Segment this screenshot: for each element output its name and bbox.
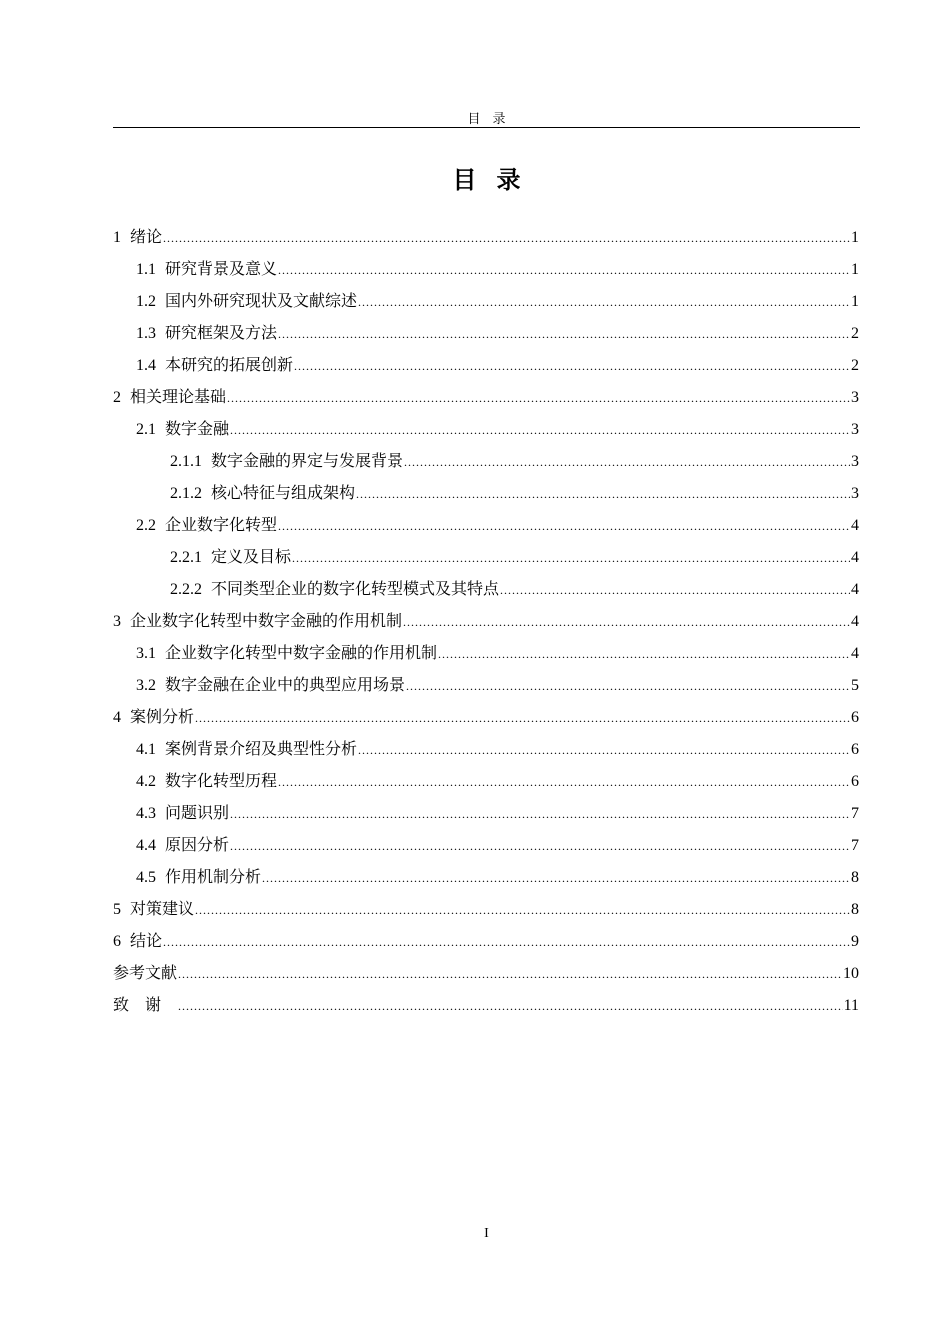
toc-entry-page: 1 <box>851 293 859 310</box>
toc-entry-title: 绪论 <box>130 229 163 246</box>
toc-entry[interactable] <box>113 382 859 414</box>
toc-entry[interactable] <box>113 670 859 702</box>
toc-leader-dots <box>406 670 850 702</box>
toc-entry[interactable] <box>113 286 859 318</box>
toc-entry-number: 1.3 <box>136 325 156 342</box>
toc-entry-page: 8 <box>851 869 859 886</box>
toc-entry[interactable] <box>113 798 859 830</box>
toc-entry-number: 5 <box>113 901 121 918</box>
toc-entry-page: 2 <box>851 357 859 374</box>
toc-entry-title: 企业数字化转型 <box>165 517 278 534</box>
toc-entry-page: 4 <box>851 613 859 630</box>
toc-entry-title: 国内外研究现状及文献综述 <box>165 293 358 310</box>
toc-entry-page: 11 <box>843 997 859 1014</box>
toc-entry-number: 2.2 <box>136 517 156 534</box>
toc-entry-page: 1 <box>851 261 859 278</box>
toc-entry[interactable] <box>113 414 859 446</box>
toc-entry-number: 2.1.1 <box>170 453 202 470</box>
toc-entry[interactable] <box>113 830 859 862</box>
toc-entry-title: 对策建议 <box>130 901 195 918</box>
toc-entry-title: 原因分析 <box>165 837 230 854</box>
toc-entry-page: 6 <box>851 709 859 726</box>
toc-leader-dots <box>294 350 850 382</box>
toc-leader-dots <box>278 318 850 350</box>
toc-entry-title: 案例背景介绍及典型性分析 <box>165 741 358 758</box>
toc-entry-page: 6 <box>851 741 859 758</box>
toc-entry-number: 1 <box>113 229 121 246</box>
toc-leader-dots <box>195 894 850 926</box>
toc-entry-number: 4.3 <box>136 805 156 822</box>
toc-entry[interactable] <box>113 510 859 542</box>
toc-leader-dots <box>356 478 850 510</box>
toc-leader-dots <box>500 574 850 606</box>
toc-entry-title: 数字金融在企业中的典型应用场景 <box>165 677 406 694</box>
toc-entry-title: 案例分析 <box>130 709 195 726</box>
toc-entry-page: 1 <box>851 229 859 246</box>
toc-entry[interactable] <box>113 862 859 894</box>
toc-entry-number: 2 <box>113 389 121 406</box>
toc-entry-title: 研究背景及意义 <box>165 261 278 278</box>
toc-entry-title: 作用机制分析 <box>165 869 262 886</box>
toc-entry-number: 4.4 <box>136 837 156 854</box>
toc-entry-number: 2.2.2 <box>170 581 202 598</box>
toc-entry-number: 3 <box>113 613 121 630</box>
toc-entry-title: 数字金融 <box>165 421 230 438</box>
toc-entry-number: 1.4 <box>136 357 156 374</box>
toc-entry-title: 本研究的拓展创新 <box>165 357 294 374</box>
toc-entry-page: 6 <box>851 773 859 790</box>
toc-entry-title: 企业数字化转型中数字金融的作用机制 <box>130 613 403 630</box>
toc-entry[interactable] <box>113 222 859 254</box>
toc-entry-number: 6 <box>113 933 121 950</box>
toc-entry-number: 4.2 <box>136 773 156 790</box>
toc-leader-dots <box>278 254 850 286</box>
toc-entry-page: 4 <box>851 581 859 598</box>
toc-entry[interactable] <box>113 638 859 670</box>
toc-leader-dots <box>278 766 850 798</box>
toc-list <box>113 222 859 1022</box>
toc-entry-title: 企业数字化转型中数字金融的作用机制 <box>165 645 438 662</box>
toc-entry-number: 4 <box>113 709 121 726</box>
toc-entry-page: 7 <box>851 805 859 822</box>
toc-leader-dots <box>230 830 850 862</box>
toc-entry-number: 3.2 <box>136 677 156 694</box>
toc-entry-number: 1.2 <box>136 293 156 310</box>
toc-entry[interactable] <box>113 254 859 286</box>
toc-leader-dots <box>195 702 850 734</box>
toc-entry[interactable] <box>113 734 859 766</box>
toc-entry-number: 4.1 <box>136 741 156 758</box>
toc-entry-page: 4 <box>851 549 859 566</box>
toc-entry-page: 4 <box>851 645 859 662</box>
toc-entry-page: 4 <box>851 517 859 534</box>
toc-entry-page: 8 <box>851 901 859 918</box>
toc-entry[interactable] <box>113 318 859 350</box>
toc-entry-title: 相关理论基础 <box>130 389 227 406</box>
toc-entry-page: 3 <box>851 389 859 406</box>
toc-entry-number: 2.1.2 <box>170 485 202 502</box>
toc-title: 目录 <box>452 166 541 194</box>
toc-entry-page: 3 <box>851 453 859 470</box>
toc-entry[interactable] <box>113 766 859 798</box>
toc-leader-dots <box>178 990 843 1022</box>
toc-entry-title: 参考文献 <box>113 965 178 982</box>
toc-entry[interactable] <box>113 606 859 638</box>
toc-entry-page: 5 <box>851 677 859 694</box>
toc-entry[interactable] <box>113 542 859 574</box>
toc-entry[interactable] <box>113 990 859 1022</box>
toc-leader-dots <box>262 862 850 894</box>
toc-entry-page: 2 <box>851 325 859 342</box>
toc-entry-title: 定义及目标 <box>211 549 292 566</box>
toc-entry[interactable] <box>113 478 859 510</box>
toc-entry-page: 7 <box>851 837 859 854</box>
toc-entry-page: 3 <box>851 485 859 502</box>
toc-leader-dots <box>163 926 850 958</box>
toc-entry[interactable] <box>113 958 859 990</box>
toc-entry-number: 1.1 <box>136 261 156 278</box>
toc-entry-title: 结论 <box>130 933 163 950</box>
toc-leader-dots <box>292 542 850 574</box>
toc-leader-dots <box>227 382 850 414</box>
toc-entry[interactable] <box>113 350 859 382</box>
toc-leader-dots <box>178 958 842 990</box>
toc-leader-dots <box>403 606 850 638</box>
toc-entry-title: 致谢 <box>113 997 178 1014</box>
toc-entry-page: 10 <box>843 965 859 982</box>
toc-leader-dots <box>358 734 850 766</box>
toc-leader-dots <box>438 638 850 670</box>
toc-entry-title: 问题识别 <box>165 805 230 822</box>
toc-entry-title: 核心特征与组成架构 <box>211 485 356 502</box>
toc-entry[interactable] <box>113 574 859 606</box>
toc-entry-title: 数字化转型历程 <box>165 773 278 790</box>
toc-entry-page: 3 <box>851 421 859 438</box>
toc-entry-title: 数字金融的界定与发展背景 <box>211 453 404 470</box>
toc-entry[interactable] <box>113 894 859 926</box>
toc-entry[interactable] <box>113 926 859 958</box>
toc-entry[interactable] <box>113 702 859 734</box>
toc-entry-number: 2.1 <box>136 421 156 438</box>
toc-entry-page: 9 <box>851 933 859 950</box>
toc-leader-dots <box>163 222 850 254</box>
running-header: 目录 <box>467 111 518 126</box>
toc-leader-dots <box>278 510 850 542</box>
toc-leader-dots <box>404 446 850 478</box>
toc-entry-title: 研究框架及方法 <box>165 325 278 342</box>
toc-entry-number: 4.5 <box>136 869 156 886</box>
header-rule <box>113 127 860 128</box>
page-number: I <box>484 1226 489 1241</box>
toc-leader-dots <box>230 798 850 830</box>
toc-entry-title: 不同类型企业的数字化转型模式及其特点 <box>211 581 500 598</box>
toc-entry-number: 3.1 <box>136 645 156 662</box>
toc-leader-dots <box>230 414 850 446</box>
toc-entry[interactable] <box>113 446 859 478</box>
toc-entry-number: 2.2.1 <box>170 549 202 566</box>
toc-leader-dots <box>358 286 850 318</box>
